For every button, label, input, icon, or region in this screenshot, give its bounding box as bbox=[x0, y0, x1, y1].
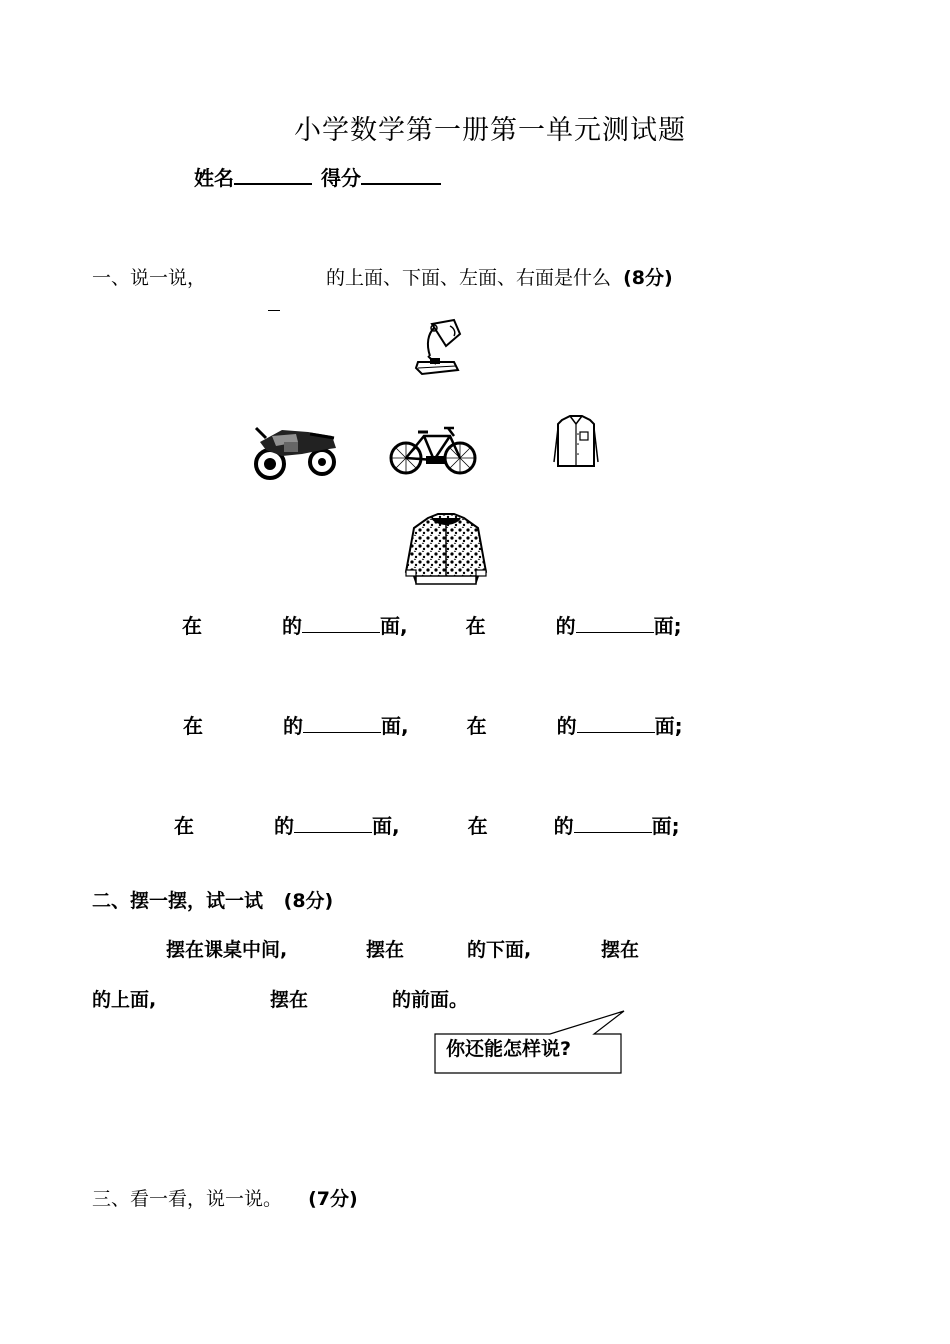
fill-zai: 在 bbox=[466, 714, 487, 738]
fill-de: 的 bbox=[556, 714, 577, 738]
section2-heading-text: 二、摆一摆，试一试 bbox=[92, 890, 264, 912]
fill-blank[interactable] bbox=[577, 714, 655, 733]
section1-points: (8分) bbox=[623, 267, 673, 289]
section2-line2-c: 的前面。 bbox=[392, 989, 469, 1011]
name-label: 姓名 bbox=[194, 166, 234, 190]
fill-zai: 在 bbox=[183, 714, 203, 738]
fill-mian: 面; bbox=[653, 614, 682, 638]
section2-line1-b: 摆在 bbox=[366, 939, 405, 961]
section2-heading bbox=[92, 886, 333, 913]
dash-mark bbox=[268, 310, 280, 311]
section1-heading-a: 一、说一说， bbox=[92, 267, 207, 289]
fill-zai: 在 bbox=[467, 814, 488, 838]
fill-blank[interactable] bbox=[576, 614, 654, 633]
fill-de: 的 bbox=[555, 614, 576, 638]
section2-line2-b: 摆在 bbox=[270, 989, 309, 1011]
section1-heading bbox=[92, 263, 206, 290]
section2-points: (8分) bbox=[283, 890, 334, 912]
section2-line1-a: 摆在课桌中间, bbox=[166, 939, 288, 961]
jacket-icon bbox=[402, 512, 490, 590]
fill-mian: 面, bbox=[372, 814, 400, 838]
callout-text: 你还能怎样说? bbox=[446, 1038, 572, 1060]
section3-heading bbox=[92, 1184, 358, 1211]
fill-blank[interactable] bbox=[302, 614, 380, 633]
fill-zai: 在 bbox=[182, 614, 202, 638]
fill-mian: 面; bbox=[651, 814, 680, 838]
score-label: 得分 bbox=[320, 166, 361, 190]
shirt-icon bbox=[552, 414, 600, 470]
section2-line1-c: 的下面, bbox=[467, 939, 532, 961]
fill-de: 的 bbox=[283, 714, 303, 738]
section1-heading-b: 的上面、下面、左面、右面是什么 bbox=[326, 267, 612, 289]
lamp-icon bbox=[410, 316, 464, 378]
fill-de: 的 bbox=[274, 814, 294, 838]
fill-blank[interactable] bbox=[574, 814, 652, 833]
fill-zai: 在 bbox=[174, 814, 194, 838]
fill-zai: 在 bbox=[465, 614, 486, 638]
section3-points: (7分) bbox=[308, 1188, 358, 1210]
fill-mian: 面, bbox=[380, 614, 408, 638]
fill-row-1 bbox=[182, 610, 682, 639]
section2-line2-a: 的上面, bbox=[92, 989, 157, 1011]
name-blank[interactable] bbox=[234, 165, 312, 185]
fill-de: 的 bbox=[553, 814, 574, 838]
section1-heading-b-wrap bbox=[326, 263, 673, 290]
fill-blank[interactable] bbox=[303, 714, 381, 733]
fill-mian: 面, bbox=[381, 714, 409, 738]
section3-heading-text: 三、看一看，说一说。 bbox=[92, 1188, 283, 1210]
motorcycle-icon bbox=[252, 420, 340, 484]
fill-row-2 bbox=[183, 710, 683, 739]
fill-mian: 面; bbox=[654, 714, 683, 738]
fill-row-3 bbox=[174, 810, 680, 839]
name-field bbox=[194, 162, 441, 191]
fill-blank[interactable] bbox=[294, 814, 372, 833]
score-blank[interactable] bbox=[361, 165, 441, 185]
bicycle-icon bbox=[388, 422, 480, 478]
fill-de: 的 bbox=[282, 614, 302, 638]
section2-line1-d: 摆在 bbox=[601, 939, 640, 961]
page-title: 小学数学第一册第一单元测试题 bbox=[294, 115, 686, 146]
